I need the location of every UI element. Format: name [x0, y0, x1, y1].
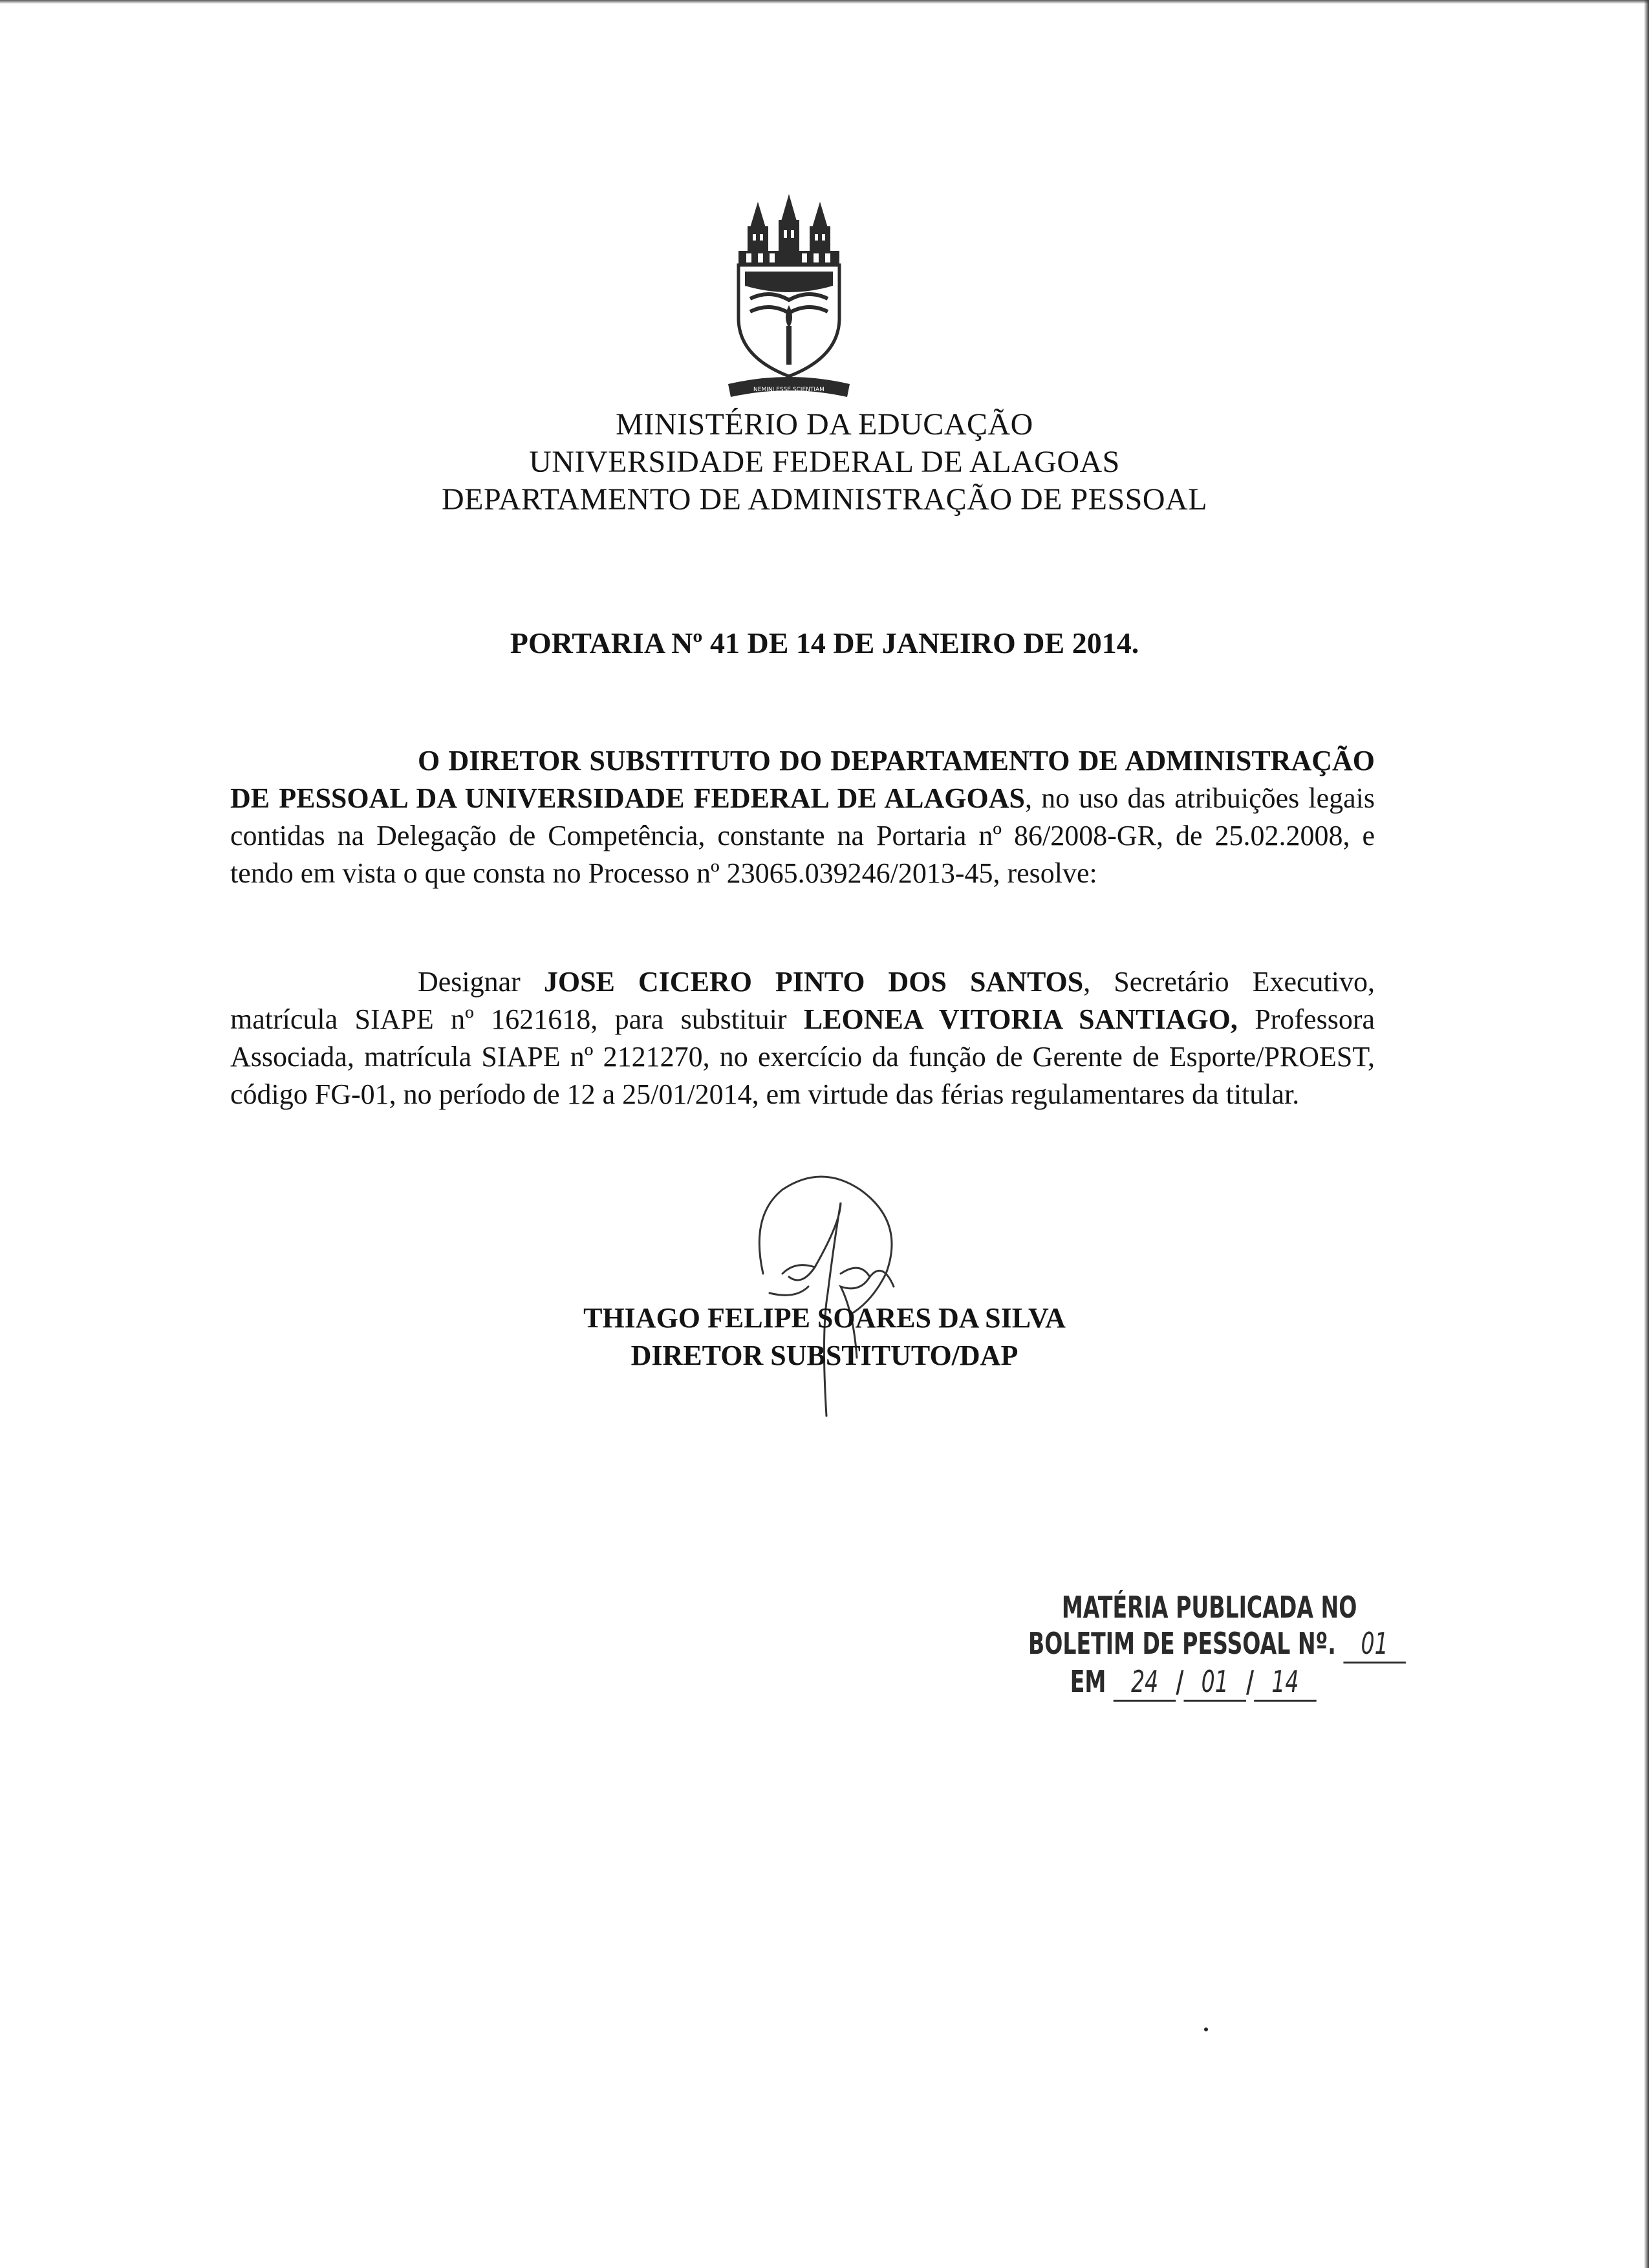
- signatory-role: DIRETOR SUBSTITUTO/DAP: [630, 1340, 1018, 1371]
- stamp-line-3: EM 24 / 01 / 14: [1028, 1664, 1289, 1702]
- substituted-employee-name: LEONEA VITORIA SANTIAGO,: [803, 1003, 1238, 1035]
- signatory-block: [0, 1300, 1649, 1375]
- stamp-line-2: [1028, 1625, 1388, 1664]
- designated-employee-name: JOSE CICERO PINTO DOS SANTOS: [543, 966, 1084, 998]
- preamble-text: , no uso das atribuições legais contidas na Delegação de Competência, constante na Portaria nº 86/2008-GR, de 25.02.2008, e tendo em vista o que consta no Processo nº 23065.039246/2013-45, resolve:: [230, 782, 1375, 889]
- stamp-line-1: MATÉRIA PUBLICADA NO: [1061, 1590, 1357, 1625]
- preamble-authority: O DIRETOR SUBSTITUTO DO DEPARTAMENTO DE ADMINISTRAÇÃO DE PESSOAL DA UNIVERSIDADE FEDERAL DE ALAGOAS: [230, 745, 1375, 814]
- designation-text-1: Designar: [418, 966, 544, 998]
- document-header: [0, 406, 1649, 519]
- stamp-date-day: 24: [1114, 1664, 1176, 1702]
- portaria-title: PORTARIA Nº 41 DE 14 DE JANEIRO DE 2014.: [510, 626, 1139, 659]
- designation-paragraph: [230, 963, 1375, 1113]
- stamp-date-month: 01: [1184, 1664, 1246, 1702]
- header-university: UNIVERSIDADE FEDERAL DE ALAGOAS: [529, 445, 1120, 479]
- scan-speck: [1204, 2027, 1208, 2031]
- header-ministry: MINISTÉRIO DA EDUCAÇÃO: [616, 407, 1033, 442]
- header-department: DEPARTAMENTO DE ADMINISTRAÇÃO DE PESSOAL: [441, 482, 1208, 517]
- scan-edge-top: [0, 0, 1649, 4]
- publication-stamp: [1028, 1589, 1388, 1702]
- university-crest-icon: [724, 189, 854, 402]
- stamp-date-label: EM: [1070, 1664, 1106, 1699]
- preamble-paragraph: [230, 742, 1375, 892]
- signatory-name: THIAGO FELIPE SOARES DA SILVA: [583, 1302, 1066, 1334]
- stamp-date-year: 14: [1254, 1664, 1316, 1702]
- designation-text-3: Professora Associada, matrícula SIAPE nº 2121270, no exercício da função de Gerente de Esporte/PROEST, código FG-01, no período de 12 a 25/01/2014, em virtude das férias regulamentares da titular.: [230, 1003, 1375, 1110]
- designation-text-2: , Secretário Executivo, matrícula SIAPE nº 1621618, para substituir: [230, 966, 1375, 1035]
- stamp-boletim-number: 01: [1343, 1625, 1405, 1664]
- crest-motto: NEMINI ESSE SCIENTIAM: [753, 387, 824, 393]
- stamp-boletim-label: BOLETIM DE PESSOAL Nº.: [1028, 1626, 1336, 1661]
- scan-edge-right: [1644, 0, 1649, 2268]
